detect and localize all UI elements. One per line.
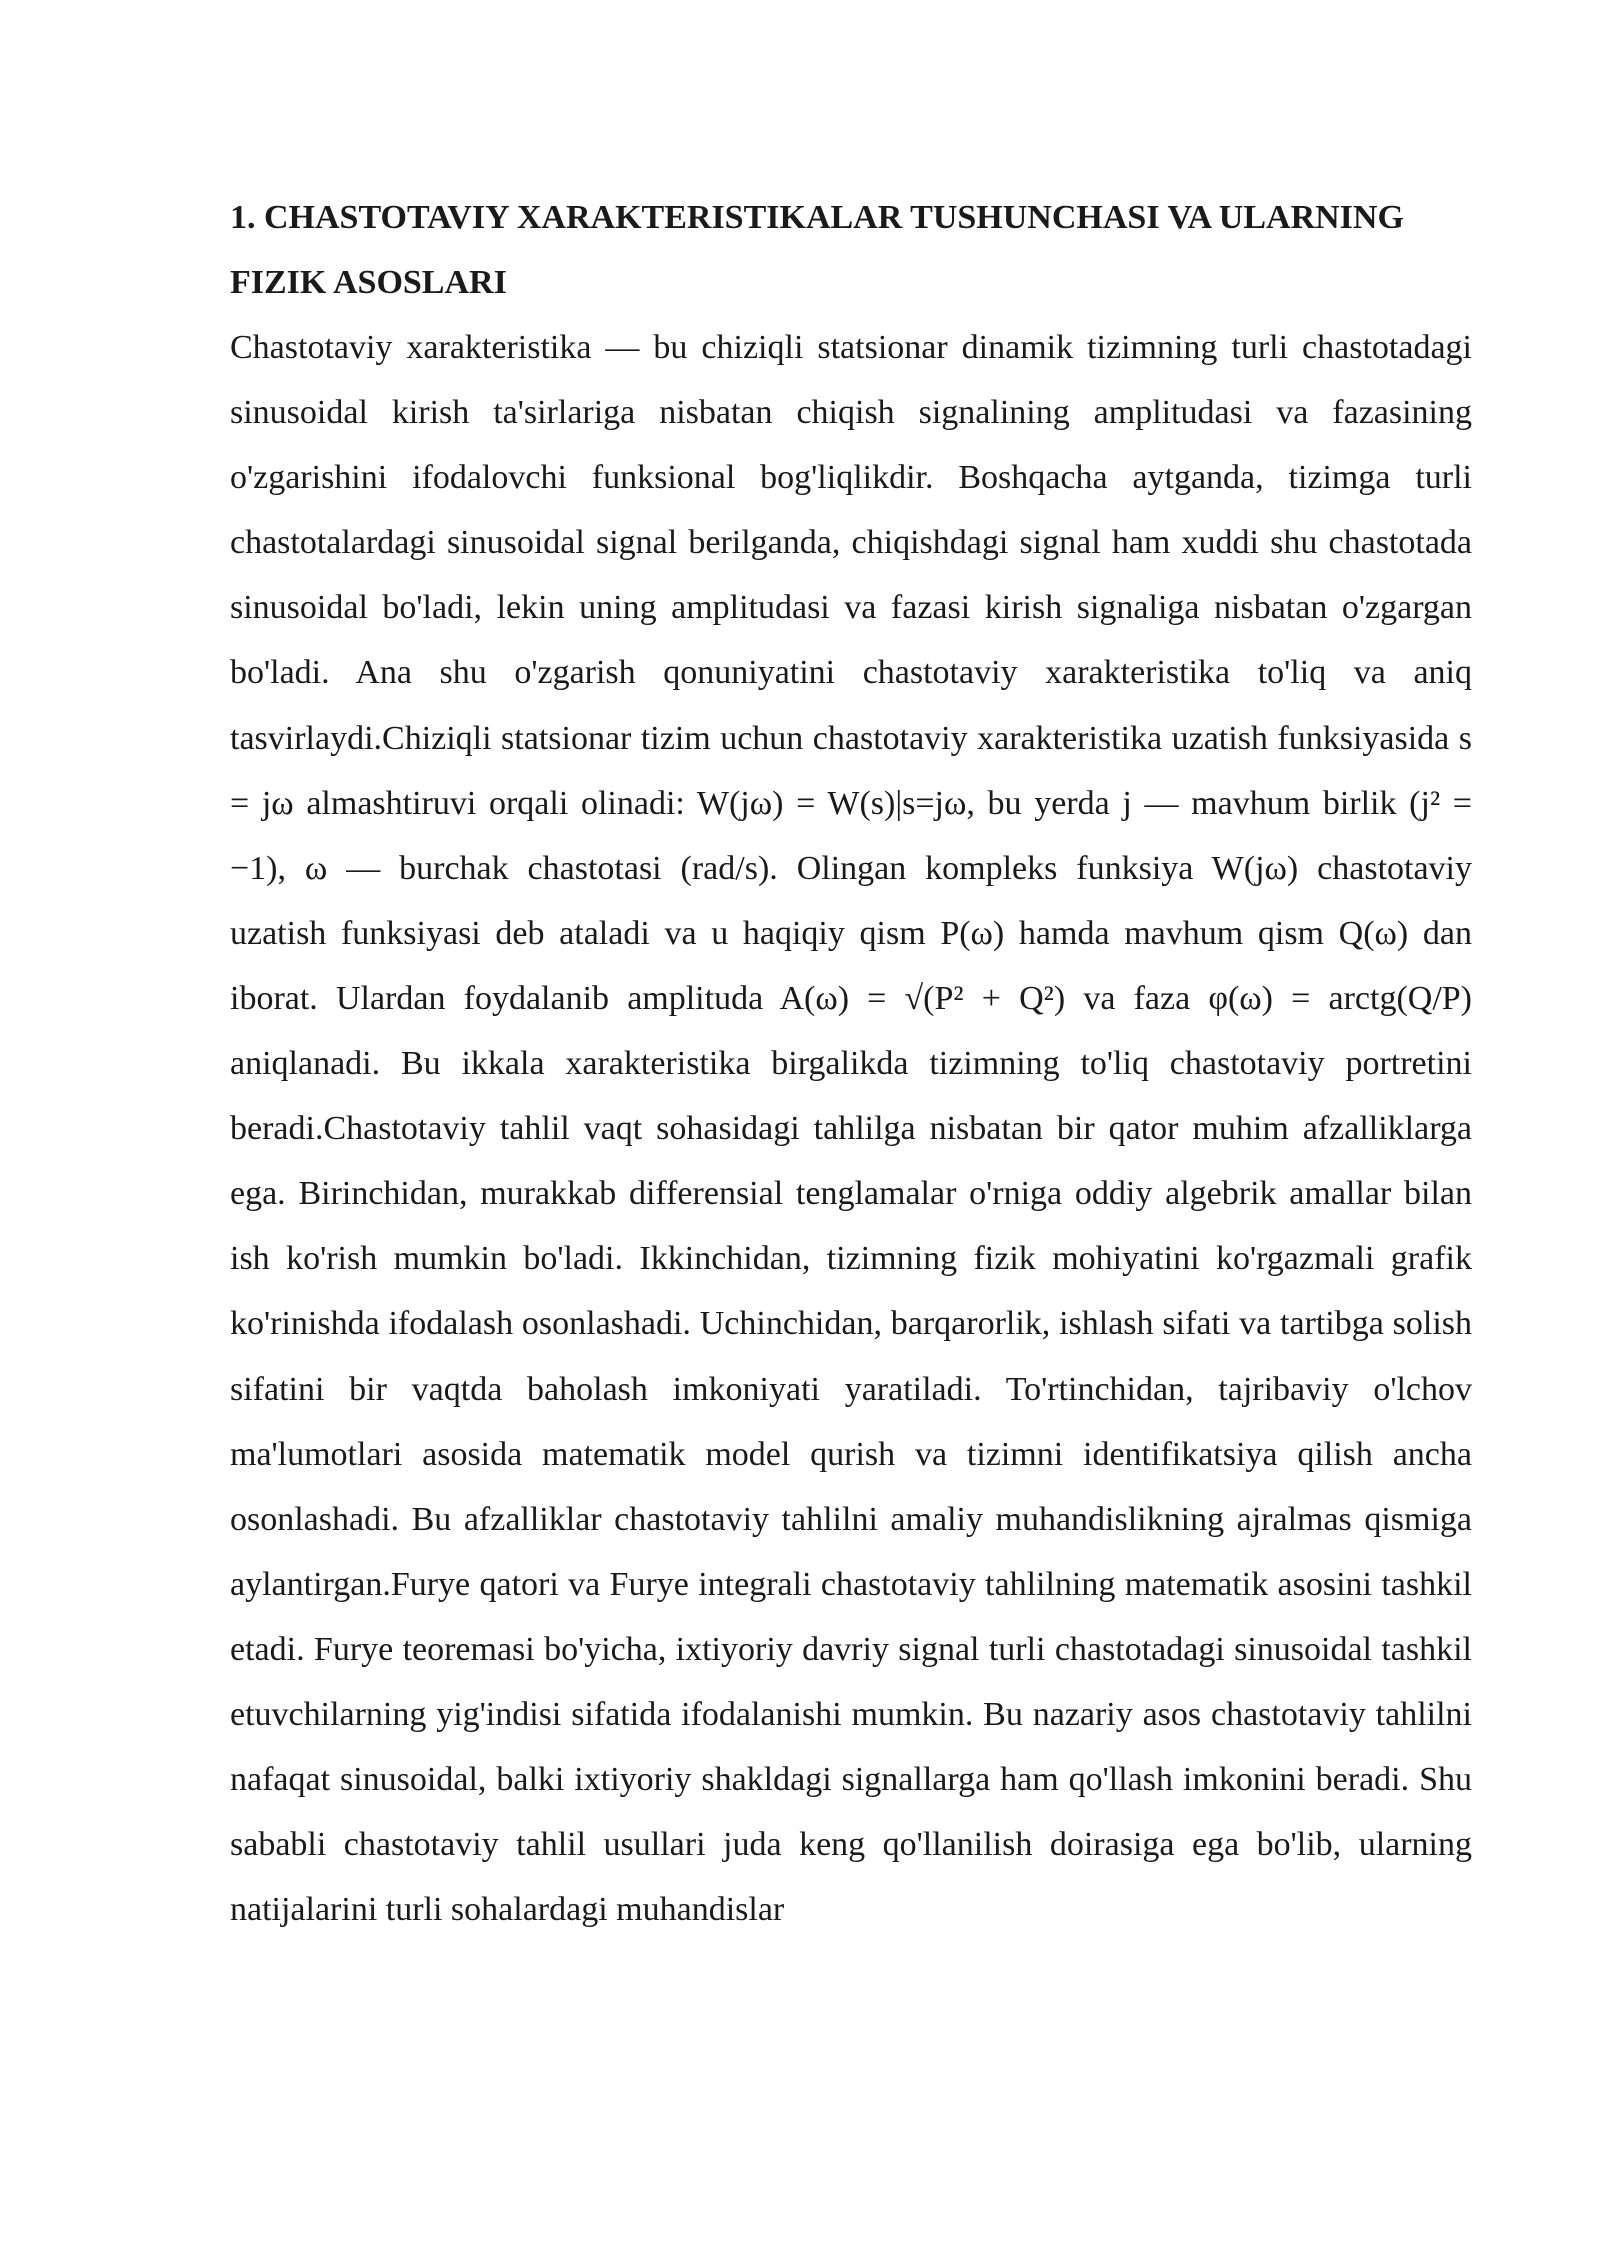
document-page [230, 185, 1472, 1942]
section-heading: 1. CHASTOTAVIY XARAKTERISTIKALAR TUSHUNCHASI VA ULARNING FIZIK ASOSLARI [230, 199, 1404, 301]
body-paragraph: Chastotaviy xarakteristika — bu chiziqli statsionar dinamik tizimning turli chastotadagi sinusoidal kirish ta'sirlariga nisbatan chiqish signalining amplitudasi va fazasining o'zgarishini ifodalovchi funksional bog'liqlikdir. Boshqacha aytganda, tizimga turli chastotalardagi sinusoidal signal berilganda, chiqishdagi signal ham xuddi shu chastotada sinusoidal bo'ladi, lekin uning amplitudasi va fazasi kirish signaliga nisbatan o'zgargan bo'ladi. Ana shu o'zgarish qonuniyatini chastotaviy xarakteristika to'liq va aniq tasvirlaydi.Chiziqli statsionar tizim uchun chastotaviy xarakteristika uzatish funksiyasida s = jω almashtiruvi orqali olinadi: W(jω) = W(s)|s=jω, bu yerda j — mavhum birlik (j² = −1), ω — burchak chastotasi (rad/s). Olingan kompleks funksiya W(jω) chastotaviy uzatish funksiyasi deb ataladi va u haqiqiy qism P(ω) hamda mavhum qism Q(ω) dan iborat. Ulardan foydalanib amplituda A(ω) = √(P² + Q²) va faza φ(ω) = arctg(Q/P) aniqlanadi. Bu ikkala xarakteristika birgalikda tizimning to'liq chastotaviy portretini beradi.Chastotaviy tahlil vaqt sohasidagi tahlilga nisbatan bir qator muhim afzalliklarga ega. Birinchidan, murakkab differensial tenglamalar o'rniga oddiy algebrik amallar bilan ish ko'rish mumkin bo'ladi. Ikkinchidan, tizimning fizik mohiyatini ko'rgazmali grafik ko'rinishda ifodalash osonlashadi. Uchinchidan, barqarorlik, ishlash sifati va tartibga solish sifatini bir vaqtda baholash imkoniyati yaratiladi. To'rtinchidan, tajribaviy o'lchov ma'lumotlari asosida matematik model qurish va tizimni identifikatsiya qilish ancha osonlashadi. Bu afzalliklar chastotaviy tahlilni amaliy muhandislikning ajralmas qismiga aylantirgan.Furye qatori va Furye integrali chastotaviy tahlilning matematik asosini tashkil etadi. Furye teoremasi bo'yicha, ixtiyoriy davriy signal turli chastotadagi sinusoidal tashkil etuvchilarning yig'indisi sifatida ifodalanishi mumkin. Bu nazariy asos chastotaviy tahlilni nafaqat sinusoidal, balki ixtiyoriy shakldagi signallarga ham qo'llash imkonini beradi. Shu sababli chastotaviy tahlil usullari juda keng qo'llanilish doirasiga ega bo'lib, ularning natijalarini turli sohalardagi muhandislar [230, 329, 1472, 1929]
